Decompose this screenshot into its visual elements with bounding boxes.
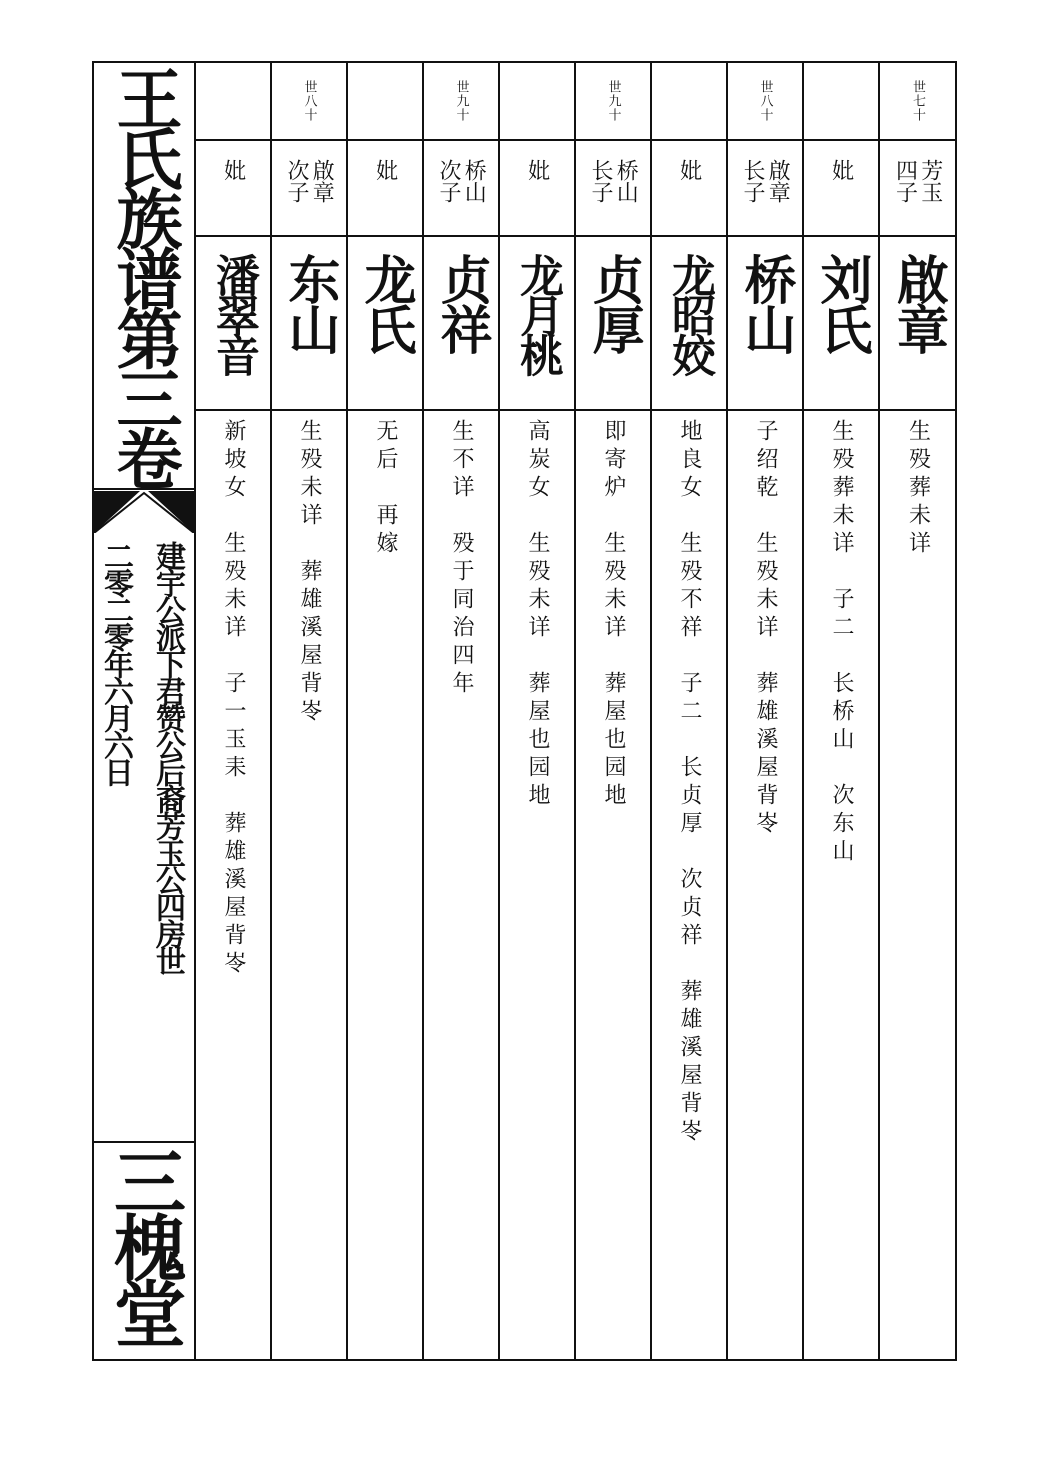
genealogy-column	[196, 63, 272, 1359]
relation-label: 妣	[220, 159, 246, 181]
generation-label: 世九十	[605, 80, 621, 122]
relation-label: 妣	[828, 159, 854, 181]
person-notes: 高炭女 生殁未详 葬屋也园地	[525, 419, 550, 811]
book-title: 王氏族谱第三卷	[105, 65, 183, 485]
genealogy-columns	[196, 63, 955, 1359]
person-notes: 子绍乾 生殁未详 葬雄溪屋背岺	[753, 419, 778, 839]
person-name: 潘翠音	[208, 253, 259, 373]
person-notes: 地良女 生殁不祥 子二 长贞厚 次贞祥 葬雄溪屋背岺	[677, 419, 702, 1147]
lineage-subtitle: 建宇公派下君赞公后裔芳玉公四房世	[150, 541, 185, 973]
person-name: 东山	[279, 253, 340, 353]
person-name: 贞祥	[431, 253, 492, 353]
generation-label: 世八十	[301, 80, 317, 122]
genealogy-column	[728, 63, 804, 1359]
person-notes: 生殁葬未详 子二 长桥山 次东山	[829, 419, 854, 867]
relation-label: 芳玉四子	[892, 159, 943, 203]
relation-label: 妣	[524, 159, 550, 181]
relation-label: 桥山次子	[436, 159, 487, 203]
relation-label: 妣	[676, 159, 702, 181]
person-notes: 新坡女 生殁未详 子一玉耒 葬雄溪屋背岺	[221, 419, 246, 979]
subtitle-area	[94, 533, 194, 1141]
hall-name-area	[94, 1145, 194, 1357]
generation-label: 世七十	[910, 80, 925, 122]
title-divider	[94, 488, 194, 490]
person-notes: 生不详 殁于同治四年	[449, 419, 474, 699]
relation-label: 桥山长子	[588, 159, 639, 203]
genealogy-column	[804, 63, 880, 1359]
genealogy-page-frame	[92, 61, 957, 1361]
generation-label: 世八十	[757, 80, 773, 122]
relation-label: 啟章次子	[284, 159, 335, 203]
genealogy-column	[424, 63, 500, 1359]
genealogy-column	[880, 63, 955, 1359]
person-name: 刘氏	[811, 253, 872, 353]
genealogy-column	[272, 63, 348, 1359]
person-name: 啟章	[887, 253, 949, 353]
hall-name: 三槐堂	[102, 1145, 187, 1343]
genealogy-column	[576, 63, 652, 1359]
person-notes: 即寄炉 生殁未详 葬屋也园地	[601, 419, 626, 811]
ribbon-ornament	[94, 491, 194, 533]
person-notes: 生殁未详 葬雄溪屋背岺	[297, 419, 322, 727]
generation-label: 世九十	[453, 80, 469, 122]
title-panel	[94, 63, 196, 1359]
person-name: 桥山	[735, 253, 796, 353]
person-name: 龙昭姣	[664, 253, 715, 373]
person-notes: 生殁葬未详	[905, 419, 931, 559]
genealogy-column	[500, 63, 576, 1359]
compile-date: 二零二零年六月六日	[98, 541, 133, 784]
book-title-area	[94, 65, 194, 490]
genealogy-column	[652, 63, 728, 1359]
relation-label: 妣	[372, 159, 398, 181]
hall-divider	[94, 1141, 194, 1143]
relation-label: 啟章长子	[740, 159, 791, 203]
person-name: 龙月桃	[512, 253, 563, 373]
person-name: 贞厚	[583, 253, 644, 353]
genealogy-column	[348, 63, 424, 1359]
person-name: 龙氏	[355, 253, 416, 353]
person-notes: 无后 再嫁	[373, 419, 398, 559]
